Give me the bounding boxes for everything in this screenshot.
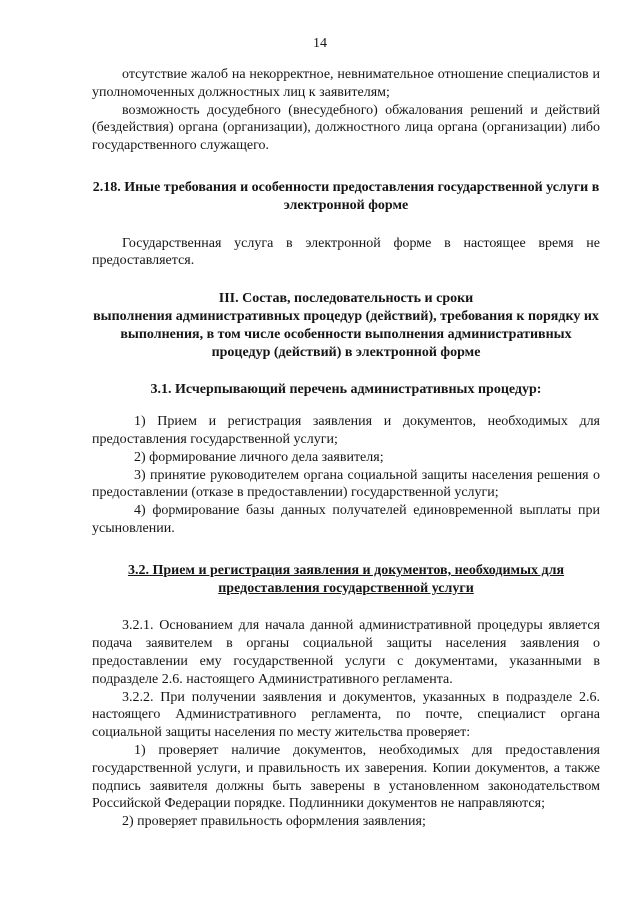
subitem-2: 2) проверяет правильность оформления заявления; [122, 814, 426, 830]
paragraph-3-2-2: 3.2.2. При получении заявления и документов, указанных в подразделе 2.6. настоящего Административного регламента, по почте, специалист органа социальной защиты населения по месту жительства проверяет: [92, 689, 600, 741]
paragraph-3-2-1: 3.2.1. Основанием для начала данной административной процедуры является подача заявителем в органы социальной защиты населения заявления о предоставлении ему государственной услуги с документами, указанными в подразделе 2.6. настоящего Административного регламента. [92, 618, 600, 687]
subitem-1: 1) проверяет наличие документов, необходимых для предоставления государственной услуги, и правильность их заверения. Копии документов, а также подпись заявителя должны быть заверены в установленном законодательством Российской Федерации порядке. Подлинники документов не направляются; [92, 742, 600, 812]
heading-section-3-line1: III. Состав, последовательность и сроки [218, 291, 474, 307]
page-number: 14 [313, 36, 327, 51]
list-item-2: 2) формирование личного дела заявителя; [134, 449, 384, 465]
list-item-1: 1) Прием и регистрация заявления и документов, необходимых для предоставления государственной услуги; [92, 414, 600, 447]
paragraph-appeal-possibility: возможность досудебного (внесудебного) обжалования решений и действий (бездействия) органа (организации), должностного лица органа (организации) либо государственного служащего. [92, 102, 600, 154]
heading-section-2-18: 2.18. Иные требования и особенности предоставления государственной услуги в электронной форме [92, 179, 600, 213]
heading-section-3-2: 3.2. Прием и регистрация заявления и документов, необходимых для предоставления государственной услуги [127, 562, 565, 596]
paragraph-no-complaints: отсутствие жалоб на некорректное, невнимательное отношение специалистов и уполномоченных должностных лиц к заявителям; [92, 67, 600, 100]
paragraph-electronic-not-provided: Государственная услуга в электронной форме в настоящее время не предоставляется. [92, 235, 600, 269]
list-item-3: 3) принятие руководителем органа социальной защиты населения решения о предоставлении (отказе в предоставлении) государственной услуги; [92, 467, 600, 501]
heading-section-3-1: 3.1. Исчерпывающий перечень административных процедур: [150, 382, 542, 398]
list-item-4: 4) формирование базы данных получателей единовременной выплаты при усыновлении. [92, 503, 600, 536]
heading-section-3-line2: выполнения административных процедур (действий), требования к порядку их выполнения, в том числе особенности выполнения административных процедур (действий) в электронной форме [93, 308, 599, 360]
document-body [92, 66, 600, 831]
